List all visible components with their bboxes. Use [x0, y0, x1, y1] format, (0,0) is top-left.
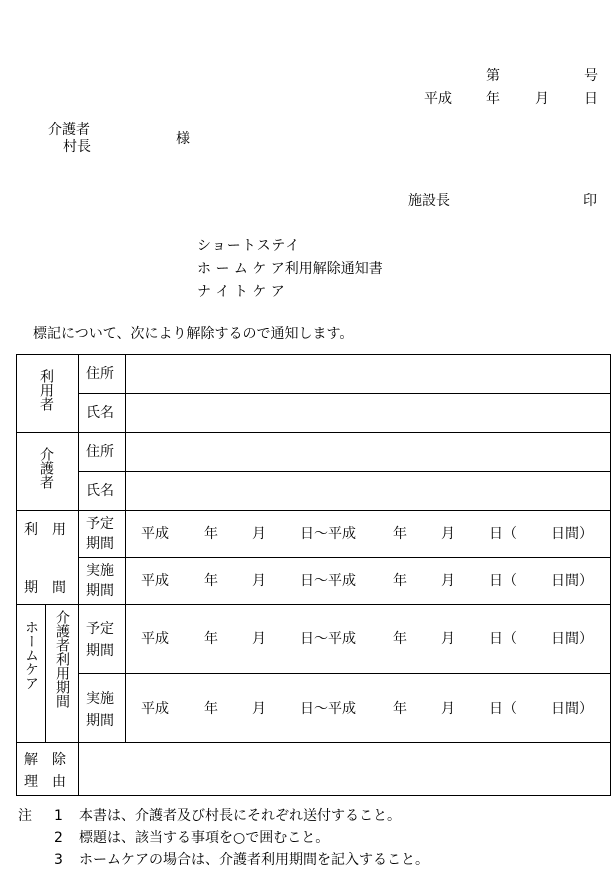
usage-planned-label: 予定期間: [86, 516, 114, 552]
doc-title-line3: ナ イ ト ケ ア: [197, 284, 285, 300]
homecare-section-header: ホームケア: [23, 620, 39, 690]
usage-period-label-bottom: 期 間: [24, 580, 66, 596]
date-range-separator: 日～平成: [300, 573, 356, 589]
number-suffix: 号: [584, 68, 598, 84]
days-count-close: 日間）: [551, 573, 593, 589]
date-era: 平成: [141, 701, 169, 717]
note-text: 標題は、該当する事項を○で囲むこと。: [79, 830, 330, 846]
date-month: 月: [252, 631, 266, 647]
date-year: 年: [204, 631, 218, 647]
caregiver-name-label: 氏名: [86, 483, 114, 499]
note-number: 2: [54, 830, 63, 846]
date-month: 月: [252, 573, 266, 589]
date-year: 年: [393, 526, 407, 542]
caregiver-usage-period-header: 介護者利用期間: [54, 610, 70, 708]
number-prefix: 第: [486, 68, 500, 84]
days-count-close: 日間）: [551, 701, 593, 717]
intro-text: 標記について、次により解除するので通知します。: [33, 326, 354, 342]
note-number: 3: [54, 852, 63, 868]
date-year: 年: [393, 701, 407, 717]
date-year: 年: [204, 526, 218, 542]
date-era: 平成: [141, 526, 169, 542]
caregiver-section-header: 介護者: [38, 447, 54, 489]
doc-title-line2: ホ ー ム ケ ア利用解除通知書: [197, 261, 383, 277]
user-name-field[interactable]: [126, 394, 610, 432]
seal-mark: 印: [583, 193, 597, 209]
user-section-header: 利用者: [38, 369, 54, 411]
user-address-field[interactable]: [126, 355, 610, 393]
date-year: 年: [393, 631, 407, 647]
date-day: 日: [584, 91, 598, 107]
date-range-separator: 日～平成: [300, 701, 356, 717]
days-count-close: 日間）: [551, 631, 593, 647]
reason-label-top: 解 除: [24, 752, 66, 768]
date-era: 平成: [424, 91, 452, 107]
date-month: 月: [252, 701, 266, 717]
date-era: 平成: [141, 573, 169, 589]
date-day-open-paren: 日（: [489, 631, 517, 647]
date-year: 年: [486, 91, 500, 107]
issuer-title: 施設長: [408, 193, 450, 209]
user-name-label: 氏名: [86, 405, 114, 421]
date-month: 月: [252, 526, 266, 542]
addressee-mayor: 村長: [63, 139, 91, 155]
date-month: 月: [441, 526, 455, 542]
date-day-open-paren: 日（: [489, 701, 517, 717]
addressee-caregiver: 介護者: [48, 122, 90, 138]
date-year: 年: [393, 573, 407, 589]
date-year: 年: [204, 701, 218, 717]
reason-label-bottom: 理 由: [24, 774, 66, 790]
date-month: 月: [441, 573, 455, 589]
date-era: 平成: [141, 631, 169, 647]
notes-prefix: 注: [18, 808, 32, 824]
date-range-separator: 日～平成: [300, 631, 356, 647]
date-day-open-paren: 日（: [489, 526, 517, 542]
reason-field[interactable]: [79, 743, 610, 795]
note-text: 本書は、介護者及び村長にそれぞれ送付すること。: [79, 808, 401, 824]
date-year: 年: [204, 573, 218, 589]
addressee-honorific: 様: [176, 131, 190, 147]
homecare-actual-label: 実施期間: [86, 691, 114, 729]
note-text: ホームケアの場合は、介護者利用期間を記入すること。: [79, 852, 429, 868]
usage-actual-label: 実施期間: [86, 563, 114, 599]
doc-title-line1: ショートステイ: [197, 238, 301, 254]
date-range-separator: 日～平成: [300, 526, 356, 542]
date-month: 月: [441, 631, 455, 647]
caregiver-name-field[interactable]: [126, 472, 610, 510]
days-count-close: 日間）: [551, 526, 593, 542]
caregiver-address-label: 住所: [86, 444, 114, 460]
caregiver-address-field[interactable]: [126, 433, 610, 471]
date-day-open-paren: 日（: [489, 573, 517, 589]
date-month: 月: [441, 701, 455, 717]
date-month: 月: [535, 91, 549, 107]
note-number: 1: [54, 808, 63, 824]
homecare-planned-label: 予定期間: [86, 621, 114, 659]
user-address-label: 住所: [86, 366, 114, 382]
usage-period-label-top: 利 用: [24, 522, 66, 538]
